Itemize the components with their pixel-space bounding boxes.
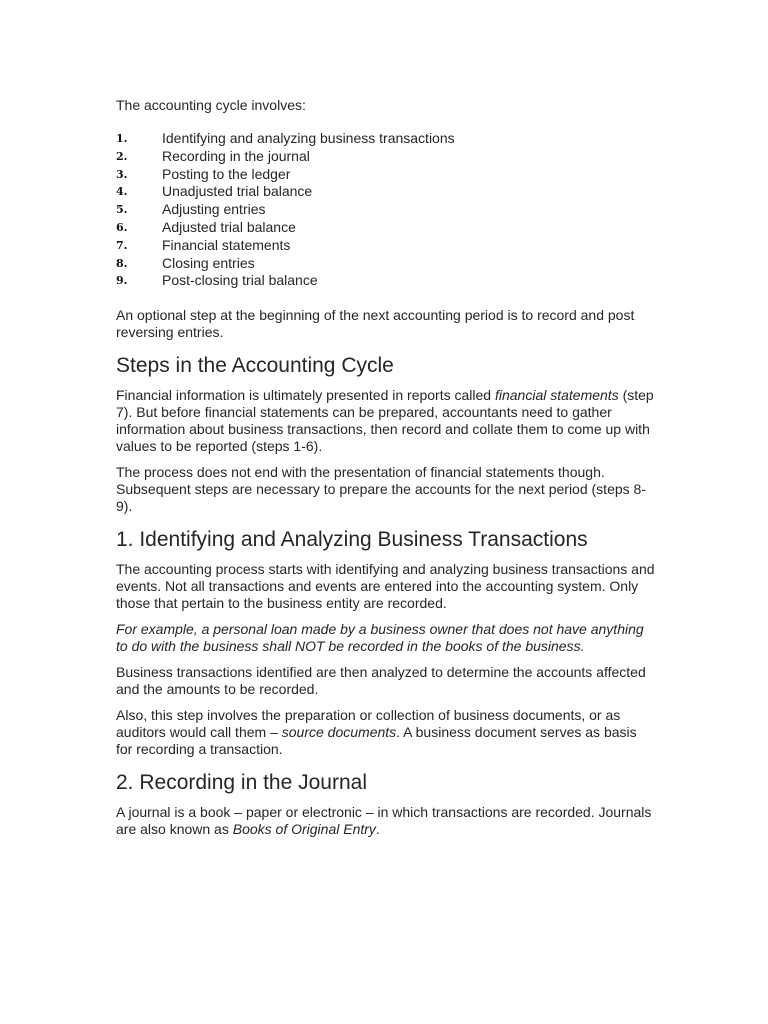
paragraph-source-documents	[116, 707, 656, 758]
list-item	[116, 219, 656, 237]
list-number: 5.	[116, 203, 128, 217]
emphasis-books-of-original-entry: Books of Original Entry	[232, 821, 376, 838]
text-run: .	[375, 821, 380, 838]
list-item	[116, 130, 656, 148]
paragraph-financial-info	[116, 387, 656, 455]
list-number: 4.	[116, 185, 128, 199]
emphasis-source-documents: source documents	[281, 724, 397, 741]
emphasis-financial-statements: financial statements	[494, 387, 619, 404]
list-item-label: Unadjusted trial balance	[162, 183, 313, 200]
text-run: A journal is a book – paper or electronic – in which transactions are recorded. Journals are also known as	[116, 804, 652, 838]
document-body	[116, 97, 656, 847]
paragraph-journal	[116, 804, 656, 838]
list-item	[116, 255, 656, 273]
list-number: 9.	[116, 274, 128, 288]
list-item	[116, 237, 656, 255]
list-number: 6.	[116, 220, 128, 234]
paragraph-example: For example, a personal loan made by a business owner that does not have anything to do with the business shall NOT be recorded in the books of the business.	[116, 621, 644, 655]
text-run: Financial information is ultimately presented in reports called	[116, 387, 495, 404]
list-number: 7.	[116, 238, 128, 252]
text-run: . A business document serves as basis for recording a transaction.	[116, 724, 637, 758]
list-number: 1.	[116, 132, 128, 145]
optional-step-note: An optional step at the beginning of the next accounting period is to record and post reversing entries.	[116, 307, 635, 341]
list-item-label: Posting to the ledger	[162, 165, 291, 182]
list-item-label: Adjusted trial balance	[162, 218, 296, 235]
intro-text: The accounting cycle involves:	[116, 97, 306, 113]
steps-list	[116, 130, 656, 290]
list-item-label: Adjusting entries	[162, 201, 266, 218]
text-run: (step 7). But before financial statements can be prepared, accountants need to gather information about business transactions, then record and collate them to come up with values to be reported (steps 1-6).	[116, 387, 654, 455]
heading-journal: 2. Recording in the Journal	[116, 771, 367, 795]
list-item	[116, 183, 656, 201]
text-run: Also, this step involves the preparation or collection of business documents, or as auditors would call them –	[116, 707, 621, 741]
list-item	[116, 201, 656, 219]
list-number: 8.	[116, 256, 128, 270]
list-item	[116, 166, 656, 184]
paragraph-accounting-process: The accounting process starts with identifying and analyzing business transactions and events. Not all transactions and events are entered into the accounting system. Only those that pertain to the business entity are recorded.	[116, 561, 655, 612]
list-item	[116, 272, 656, 290]
list-number: 3.	[116, 167, 128, 181]
list-number: 2.	[116, 149, 128, 163]
heading-identifying: 1. Identifying and Analyzing Business Transactions	[116, 528, 588, 552]
paragraph-process: The process does not end with the presentation of financial statements though. Subsequent steps are necessary to prepare the accounts for the next period (steps 8-9).	[116, 464, 646, 515]
heading-steps: Steps in the Accounting Cycle	[116, 354, 394, 378]
paragraph-analysis: Business transactions identified are then analyzed to determine the accounts affected and the amounts to be recorded.	[116, 664, 646, 698]
list-item-label: Closing entries	[162, 254, 255, 271]
list-item	[116, 148, 656, 166]
list-item-label: Recording in the journal	[162, 147, 310, 164]
list-item-label: Financial statements	[162, 236, 291, 253]
list-item-label: Post-closing trial balance	[162, 272, 318, 289]
list-item-label: Identifying and analyzing business transactions	[162, 130, 455, 146]
